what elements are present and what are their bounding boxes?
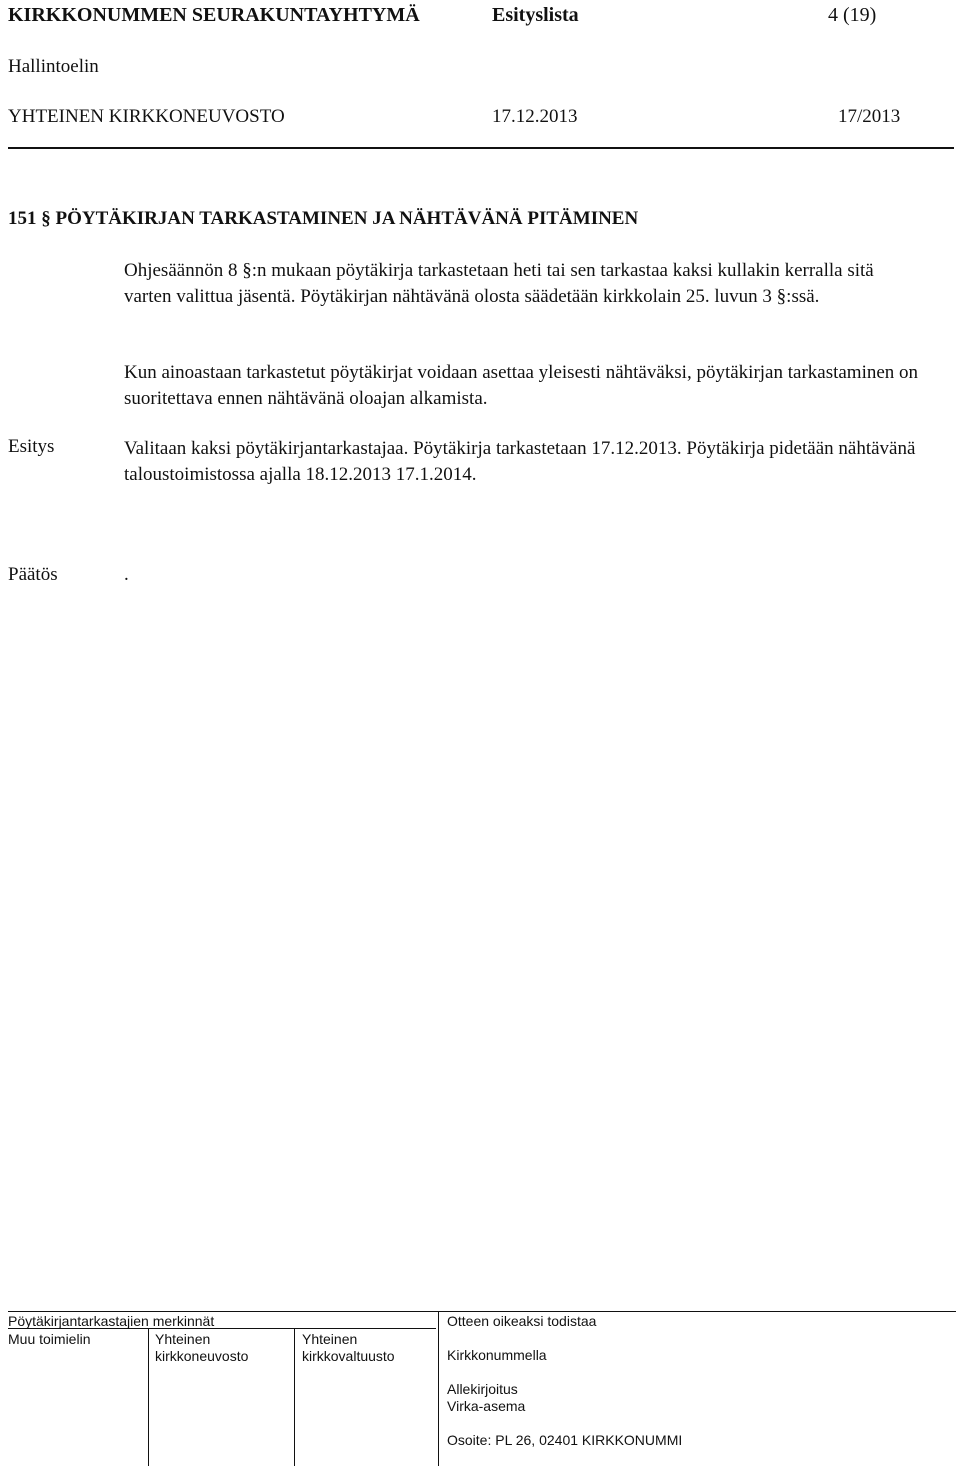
page-number: 4 (19) [828, 4, 877, 26]
meeting-number: 17/2013 [838, 106, 901, 127]
address-line: Osoite: PL 26, 02401 KIRKKONUMMI [447, 1432, 683, 1448]
meeting-date: 17.12.2013 [492, 106, 578, 127]
joint-assembly-label [302, 1331, 395, 1365]
paragraph-review: Kun ainoastaan tarkastetut pöytäkirjat voidaan asettaa yleisesti nähtäväksi, pöytäkirjan tarkastaminen on suoritettava ennen nähtävänä oloajan alkamista. [124, 362, 919, 409]
other-body-label: Muu toimielin [8, 1331, 91, 1347]
certify-place: Kirkkonummella [447, 1347, 547, 1363]
reviewers-heading: Pöytäkirjantarkastajien merkinnät [8, 1313, 215, 1329]
joint-assembly-line2: kirkkovaltuusto [302, 1348, 395, 1364]
paragraph-rules: Ohjesäännön 8 §:n mukaan pöytäkirja tarkastetaan heti tai sen tarkastaa kaksi kullakin kerralla sitä varten valittua jäsentä. Pöytäkirjan nähtävänä olosta säädetään kirkkolain 25. luvun 3 §:ssä. [124, 260, 874, 307]
footer-top-rule [8, 1311, 956, 1312]
document-type: Esityslista [492, 4, 579, 26]
organization-name: KIRKKONUMMEN SEURAKUNTAYHTYMÄ [8, 4, 420, 26]
council-name: YHTEINEN KIRKKONEUVOSTO [8, 106, 285, 127]
joint-council-line2: kirkkoneuvosto [155, 1348, 249, 1364]
proposal-label: Esitys [8, 436, 55, 457]
joint-assembly-line1: Yhteinen [302, 1331, 358, 1347]
item-title: 151 § PÖYTÄKIRJAN TARKASTAMINEN JA NÄHTÄVÄNÄ PITÄMINEN [8, 208, 639, 229]
body-name: Hallintoelin [8, 56, 99, 77]
footer-divider-2 [294, 1328, 295, 1466]
joint-council-label [155, 1331, 248, 1365]
proposal-text: Valitaan kaksi pöytäkirjantarkastajaa. Pöytäkirja tarkastetaan 17.12.2013. Pöytäkirja pidetään nähtävänä taloustoimistossa ajalla 18.12.2013 17.1.2014. [124, 438, 916, 485]
decision-label: Päätös [8, 564, 58, 585]
footer-divider-3 [438, 1311, 439, 1466]
decision-text: . [124, 564, 129, 585]
footer-divider-1 [148, 1328, 149, 1466]
signature-label: Allekirjoitus [447, 1381, 518, 1397]
certify-heading: Otteen oikeaksi todistaa [447, 1313, 597, 1329]
header-divider [8, 147, 954, 149]
joint-council-line1: Yhteinen [155, 1331, 211, 1347]
position-label: Virka-asema [447, 1398, 526, 1414]
